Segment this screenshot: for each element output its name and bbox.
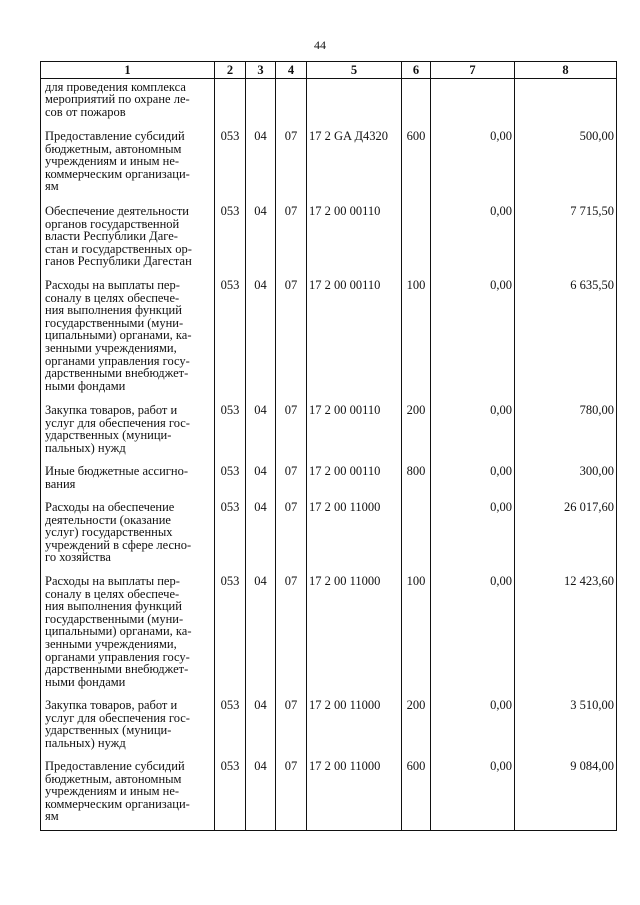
expense-type-cell: 600 bbox=[402, 128, 431, 203]
row-name-line: ям bbox=[45, 809, 59, 824]
budget-table bbox=[40, 61, 617, 831]
row-name-line: коммерческим организаци- bbox=[45, 796, 190, 811]
row-name-line: стан и государственных ор- bbox=[45, 241, 192, 256]
subsection-code-cell: 07 bbox=[276, 573, 307, 697]
ministry-code-cell: 053 bbox=[215, 402, 246, 463]
table-row bbox=[41, 697, 617, 758]
row-name-line: органами управления госу- bbox=[45, 649, 190, 664]
row-name-line: учреждениям и иным не- bbox=[45, 154, 180, 169]
section-code-cell: 04 bbox=[246, 203, 276, 277]
row-name-line: государственными (муни- bbox=[45, 315, 184, 330]
row-name-line: ям bbox=[45, 179, 59, 194]
row-name-cell bbox=[41, 499, 215, 573]
amount-col7-cell: 0,00 bbox=[431, 758, 515, 830]
subsection-code-cell: 07 bbox=[276, 128, 307, 203]
row-name-line: Расходы на выплаты пер- bbox=[45, 574, 180, 589]
row-name-line: государственными (муни- bbox=[45, 611, 184, 626]
section-code-cell: 04 bbox=[246, 573, 276, 697]
ministry-code-cell: 053 bbox=[215, 697, 246, 758]
amount-col7-cell: 0,00 bbox=[431, 128, 515, 203]
row-name-line: услуг для обеспечения гос- bbox=[45, 415, 190, 430]
row-name-line: органами управления госу- bbox=[45, 353, 190, 368]
amount-col8-cell: 9 084,00 bbox=[515, 758, 617, 830]
amount-col7-cell: 0,00 bbox=[431, 463, 515, 499]
subsection-code-cell: 07 bbox=[276, 758, 307, 830]
row-name-line: ганов Республики Дагестан bbox=[45, 254, 192, 269]
amount-col7-cell bbox=[431, 78, 515, 128]
table-body bbox=[41, 78, 617, 830]
row-name-line: услуг для обеспечения гос- bbox=[45, 710, 190, 725]
expense-type-cell: 100 bbox=[402, 277, 431, 402]
row-name-line: ния выполнения функций bbox=[45, 599, 182, 614]
amount-col8-cell: 300,00 bbox=[515, 463, 617, 499]
expense-type-cell: 800 bbox=[402, 463, 431, 499]
page-number: 44 bbox=[314, 38, 326, 52]
table-row bbox=[41, 128, 617, 203]
ministry-code-cell: 053 bbox=[215, 573, 246, 697]
section-code-cell: 04 bbox=[246, 697, 276, 758]
row-name-line: ципальными) органами, ка- bbox=[45, 624, 192, 639]
expense-type-cell bbox=[402, 203, 431, 277]
row-name-line: власти Республики Даге- bbox=[45, 229, 178, 244]
subsection-code-cell: 07 bbox=[276, 402, 307, 463]
row-name-line: ными фондами bbox=[45, 674, 126, 689]
row-name-line: дарственными внебюджет- bbox=[45, 366, 189, 381]
target-article-cell: 17 2 GA Д4320 bbox=[307, 128, 402, 203]
target-article-cell: 17 2 00 11000 bbox=[307, 758, 402, 830]
ministry-code-cell: 053 bbox=[215, 758, 246, 830]
row-name-line: сов от пожаров bbox=[45, 104, 126, 119]
header-cell-5: 5 bbox=[307, 62, 402, 79]
header-row bbox=[41, 62, 617, 79]
target-article-cell: 17 2 00 00110 bbox=[307, 402, 402, 463]
expense-type-cell bbox=[402, 78, 431, 128]
header-cell-6: 6 bbox=[402, 62, 431, 79]
table-row bbox=[41, 573, 617, 697]
header-cell-1: 1 bbox=[41, 62, 215, 79]
row-name-line: го хозяйства bbox=[45, 550, 111, 565]
section-code-cell: 04 bbox=[246, 277, 276, 402]
amount-col8-cell: 12 423,60 bbox=[515, 573, 617, 697]
row-name-line: ударственных (муници- bbox=[45, 428, 172, 443]
section-code-cell bbox=[246, 78, 276, 128]
subsection-code-cell: 07 bbox=[276, 463, 307, 499]
table-row bbox=[41, 758, 617, 830]
header-cell-4: 4 bbox=[276, 62, 307, 79]
table-row bbox=[41, 78, 617, 128]
amount-col7-cell: 0,00 bbox=[431, 203, 515, 277]
row-name-cell bbox=[41, 128, 215, 203]
subsection-code-cell: 07 bbox=[276, 203, 307, 277]
row-name-line: Закупка товаров, работ и bbox=[45, 403, 178, 418]
row-name-line: зенными учреждениями, bbox=[45, 637, 177, 652]
row-name-line: Расходы на выплаты пер- bbox=[45, 278, 180, 293]
amount-col8-cell: 500,00 bbox=[515, 128, 617, 203]
row-name-line: зенными учреждениями, bbox=[45, 341, 177, 356]
row-name-cell bbox=[41, 573, 215, 697]
row-name-cell bbox=[41, 463, 215, 499]
target-article-cell: 17 2 00 11000 bbox=[307, 499, 402, 573]
row-name-line: деятельности (оказание bbox=[45, 512, 171, 527]
row-name-line: мероприятий по охране ле- bbox=[45, 92, 190, 107]
row-name-line: Предоставление субсидий bbox=[45, 759, 185, 774]
expense-type-cell: 600 bbox=[402, 758, 431, 830]
header-cell-2: 2 bbox=[215, 62, 246, 79]
row-name-cell bbox=[41, 203, 215, 277]
amount-col8-cell: 780,00 bbox=[515, 402, 617, 463]
row-name-line: органов государственной bbox=[45, 216, 180, 231]
row-name-line: пальных) нужд bbox=[45, 735, 126, 750]
expense-type-cell: 200 bbox=[402, 697, 431, 758]
expense-type-cell: 200 bbox=[402, 402, 431, 463]
table-row bbox=[41, 277, 617, 402]
row-name-cell bbox=[41, 402, 215, 463]
expense-type-cell: 100 bbox=[402, 573, 431, 697]
amount-col8-cell: 7 715,50 bbox=[515, 203, 617, 277]
row-name-line: услуг) государственных bbox=[45, 525, 173, 540]
ministry-code-cell: 053 bbox=[215, 203, 246, 277]
amount-col8-cell: 3 510,00 bbox=[515, 697, 617, 758]
row-name-cell bbox=[41, 697, 215, 758]
amount-col7-cell: 0,00 bbox=[431, 277, 515, 402]
row-name-cell bbox=[41, 758, 215, 830]
row-name-line: соналу в целях обеспече- bbox=[45, 586, 180, 601]
row-name-line: Закупка товаров, работ и bbox=[45, 698, 178, 713]
section-code-cell: 04 bbox=[246, 128, 276, 203]
table-row bbox=[41, 203, 617, 277]
row-name-line: Предоставление субсидий bbox=[45, 129, 185, 144]
section-code-cell: 04 bbox=[246, 758, 276, 830]
row-name-line: Обеспечение деятельности bbox=[45, 204, 190, 219]
row-name-line: Иные бюджетные ассигно- bbox=[45, 464, 189, 479]
row-name-line: пальных) нужд bbox=[45, 440, 126, 455]
header-cell-3: 3 bbox=[246, 62, 276, 79]
target-article-cell: 17 2 00 00110 bbox=[307, 277, 402, 402]
row-name-line: ными фондами bbox=[45, 378, 126, 393]
section-code-cell: 04 bbox=[246, 463, 276, 499]
row-name-line: ния выполнения функций bbox=[45, 303, 182, 318]
ministry-code-cell: 053 bbox=[215, 499, 246, 573]
target-article-cell: 17 2 00 00110 bbox=[307, 203, 402, 277]
row-name-line: учреждениям и иным не- bbox=[45, 784, 180, 799]
row-name-line: ципальными) органами, ка- bbox=[45, 328, 192, 343]
table-row bbox=[41, 402, 617, 463]
row-name-cell bbox=[41, 277, 215, 402]
amount-col7-cell: 0,00 bbox=[431, 573, 515, 697]
subsection-code-cell bbox=[276, 78, 307, 128]
row-name-line: соналу в целях обеспече- bbox=[45, 290, 180, 305]
amount-col8-cell bbox=[515, 78, 617, 128]
row-name-line: бюджетным, автономным bbox=[45, 771, 182, 786]
row-name-line: учреждений в сфере лесно- bbox=[45, 537, 192, 552]
row-name-line: Расходы на обеспечение bbox=[45, 500, 175, 515]
header-cell-7: 7 bbox=[431, 62, 515, 79]
ministry-code-cell: 053 bbox=[215, 463, 246, 499]
row-name-line: для проведения комплекса bbox=[45, 79, 186, 94]
ministry-code-cell: 053 bbox=[215, 277, 246, 402]
target-article-cell: 17 2 00 11000 bbox=[307, 573, 402, 697]
target-article-cell: 17 2 00 00110 bbox=[307, 463, 402, 499]
target-article-cell: 17 2 00 11000 bbox=[307, 697, 402, 758]
target-article-cell bbox=[307, 78, 402, 128]
row-name-line: коммерческим организаци- bbox=[45, 166, 190, 181]
row-name-line: ударственных (муници- bbox=[45, 723, 172, 738]
header-cell-8: 8 bbox=[515, 62, 617, 79]
subsection-code-cell: 07 bbox=[276, 499, 307, 573]
amount-col7-cell: 0,00 bbox=[431, 402, 515, 463]
row-name-line: дарственными внебюджет- bbox=[45, 662, 189, 677]
section-code-cell: 04 bbox=[246, 499, 276, 573]
amount-col7-cell: 0,00 bbox=[431, 697, 515, 758]
row-name-cell bbox=[41, 78, 215, 128]
ministry-code-cell bbox=[215, 78, 246, 128]
subsection-code-cell: 07 bbox=[276, 277, 307, 402]
subsection-code-cell: 07 bbox=[276, 697, 307, 758]
section-code-cell: 04 bbox=[246, 402, 276, 463]
amount-col7-cell: 0,00 bbox=[431, 499, 515, 573]
table-row bbox=[41, 463, 617, 499]
amount-col8-cell: 6 635,50 bbox=[515, 277, 617, 402]
ministry-code-cell: 053 bbox=[215, 128, 246, 203]
row-name-line: бюджетным, автономным bbox=[45, 141, 182, 156]
row-name-line: вания bbox=[45, 476, 76, 491]
amount-col8-cell: 26 017,60 bbox=[515, 499, 617, 573]
expense-type-cell bbox=[402, 499, 431, 573]
table-row bbox=[41, 499, 617, 573]
